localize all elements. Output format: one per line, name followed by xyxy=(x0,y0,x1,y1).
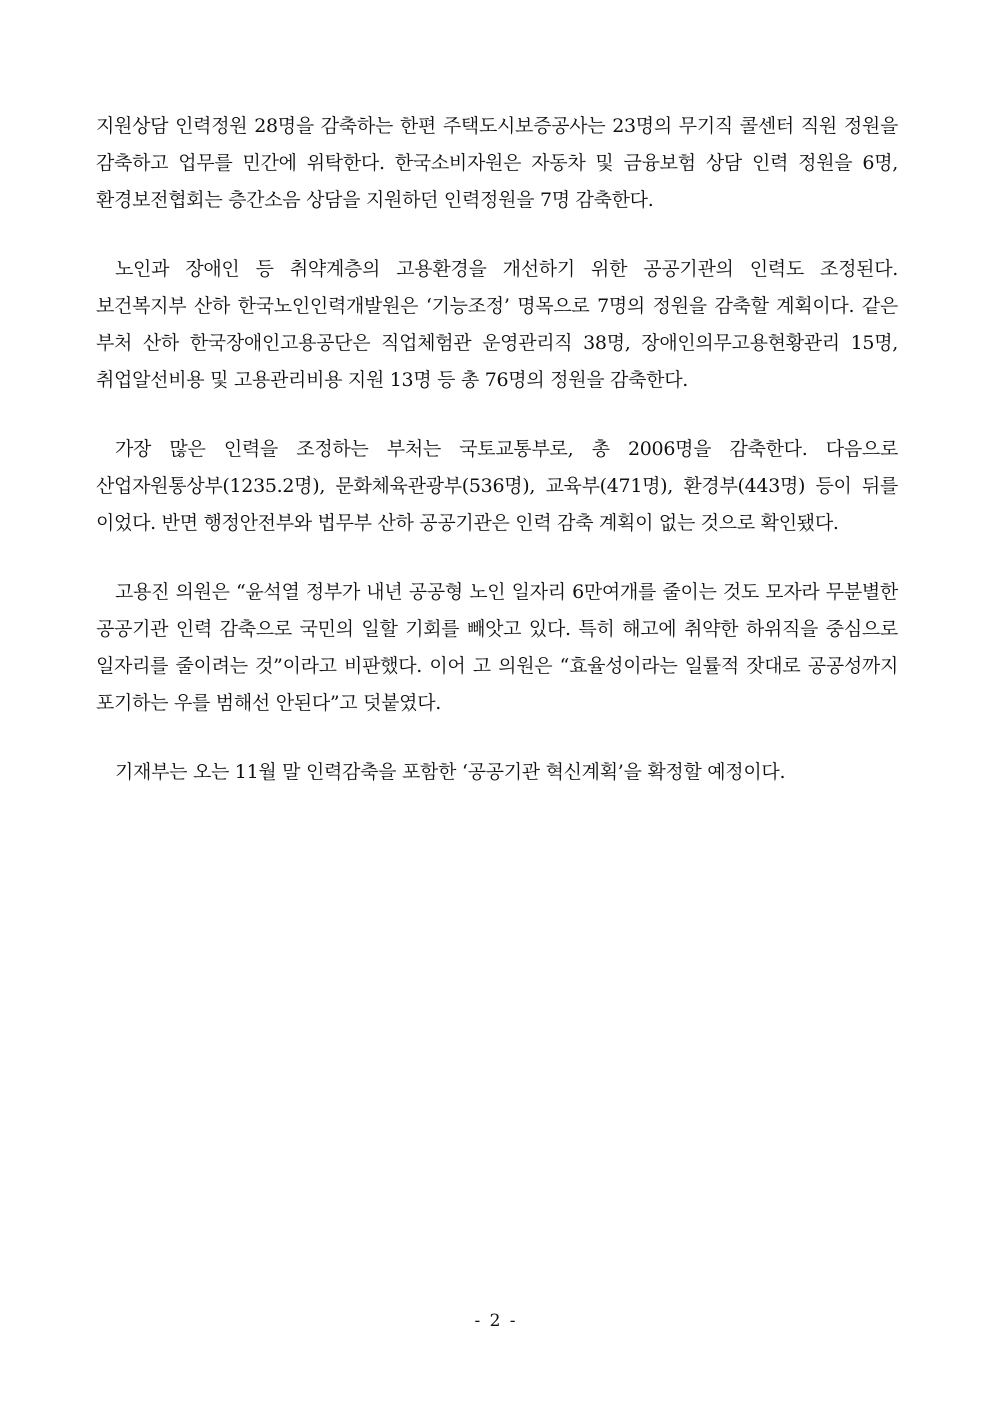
document-body xyxy=(96,108,898,823)
paragraph-5: 기재부는 오는 11월 말 인력감축을 포함한 ‘공공기관 혁신계획’을 확정할 예정이다. xyxy=(115,761,786,783)
paragraph-1: 지원상담 인력정원 28명을 감축하는 한편 주택도시보증공사는 23명의 무기직 콜센터 직원 정원을 감축하고 업무를 민간에 위탁한다. 한국소비자원은 자동차 및 금융보험 상담 인력 정원을 6명, 환경보전협회는 층간소음 상담을 지원하던 인력정원을 7명 감축한다. xyxy=(96,115,898,211)
paragraph-2: 노인과 장애인 등 취약계층의 고용환경을 개선하기 위한 공공기관의 인력도 조정된다. 보건복지부 산하 한국노인인력개발원은 ‘기능조정’ 명목으로 7명의 정원을 감축할 계획이다. 같은 부처 산하 한국장애인고용공단은 직업체험관 운영관리직 38명, 장애인의무고용현황관리 15명, 취업알선비용 및 고용관리비용 지원 13명 등 총 76명의 정원을 감축한다. xyxy=(96,258,898,391)
page-number: - 2 - xyxy=(474,1311,518,1331)
paragraph-4: 고용진 의원은 “윤석열 정부가 내년 공공형 노인 일자리 6만여개를 줄이는 것도 모자라 무분별한 공공기관 인력 감축으로 국민의 일할 기회를 빼앗고 있다. 특히 해고에 취약한 하위직을 중심으로 일자리를 줄이려는 것”이라고 비판했다. 이어 고 의원은 “효율성이라는 일률적 잣대로 공공성까지 포기하는 우를 범해선 안된다”고 덧붙였다. xyxy=(96,581,898,714)
paragraph-3: 가장 많은 인력을 조정하는 부처는 국토교통부로, 총 2006명을 감축한다. 다음으로 산업자원통상부(1235.2명), 문화체육관광부(536명), 교육부(471명), 환경부(443명) 등이 뒤를 이었다. 반면 행정안전부와 법무부 산하 공공기관은 인력 감축 계획이 없는 것으로 확인됐다. xyxy=(96,438,898,534)
